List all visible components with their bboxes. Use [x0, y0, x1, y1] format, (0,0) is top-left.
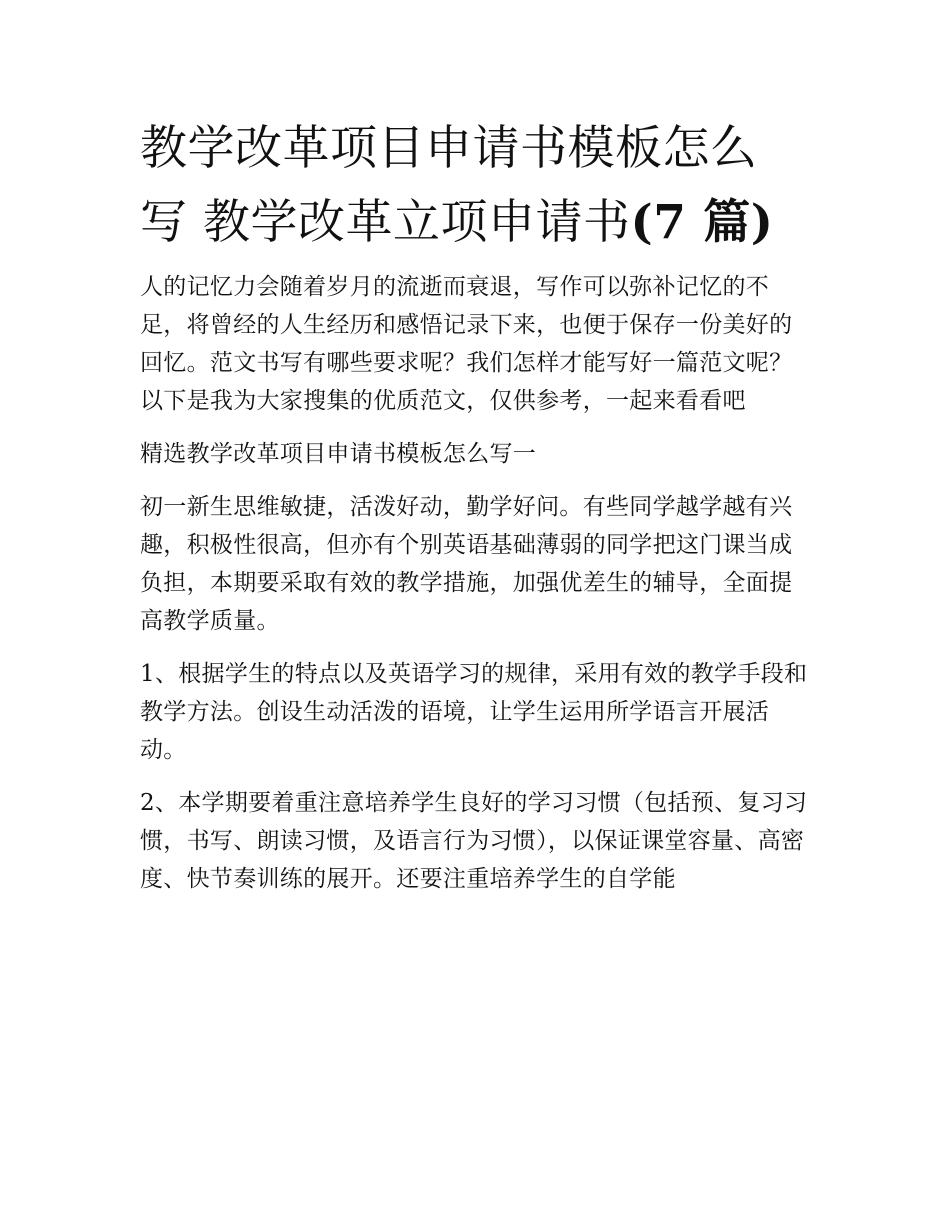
section-heading: 精选教学改革项目申请书模板怎么写一: [140, 441, 537, 467]
intro-paragraph: 人的记忆力会随着岁月的流逝而衰退，写作可以弥补记忆的不足，将曾经的人生经历和感悟记录下来，也便于保存一份美好的回忆。范文书写有哪些要求呢？我们怎样才能写好一篇范文呢？以下是我为大家搜集的优质范文，仅供参考，一起来看看吧: [140, 274, 793, 414]
title-line-2: 写 教学改革立项申请书: [140, 195, 631, 250]
title-line-1: 教学改革项目申请书模板怎么: [140, 121, 758, 176]
document-page: [140, 112, 812, 913]
title-count: (7 篇): [630, 195, 774, 250]
list-item-2: 2、本学期要着重注意培养学生良好的学习习惯（包括预、复习习惯，书写、朗读习惯，及语言行为习惯），以保证课堂容量、高密度、快节奏训练的展开。还要注重培养学生的自学能: [140, 790, 808, 892]
document-title: [140, 112, 812, 260]
body-paragraph: 初一新生思维敏捷，活泼好动，勤学好问。有些同学越学越有兴趣，积极性很高，但亦有个别英语基础薄弱的同学把这门课当成负担，本期要采取有效的教学措施，加强优差生的辅导，全面提高教学质量。: [140, 494, 793, 634]
list-item-1: 1、根据学生的特点以及英语学习的规律，采用有效的教学手段和教学方法。创设生动活泼的语境，让学生运用所学语言开展活动。: [140, 661, 808, 763]
